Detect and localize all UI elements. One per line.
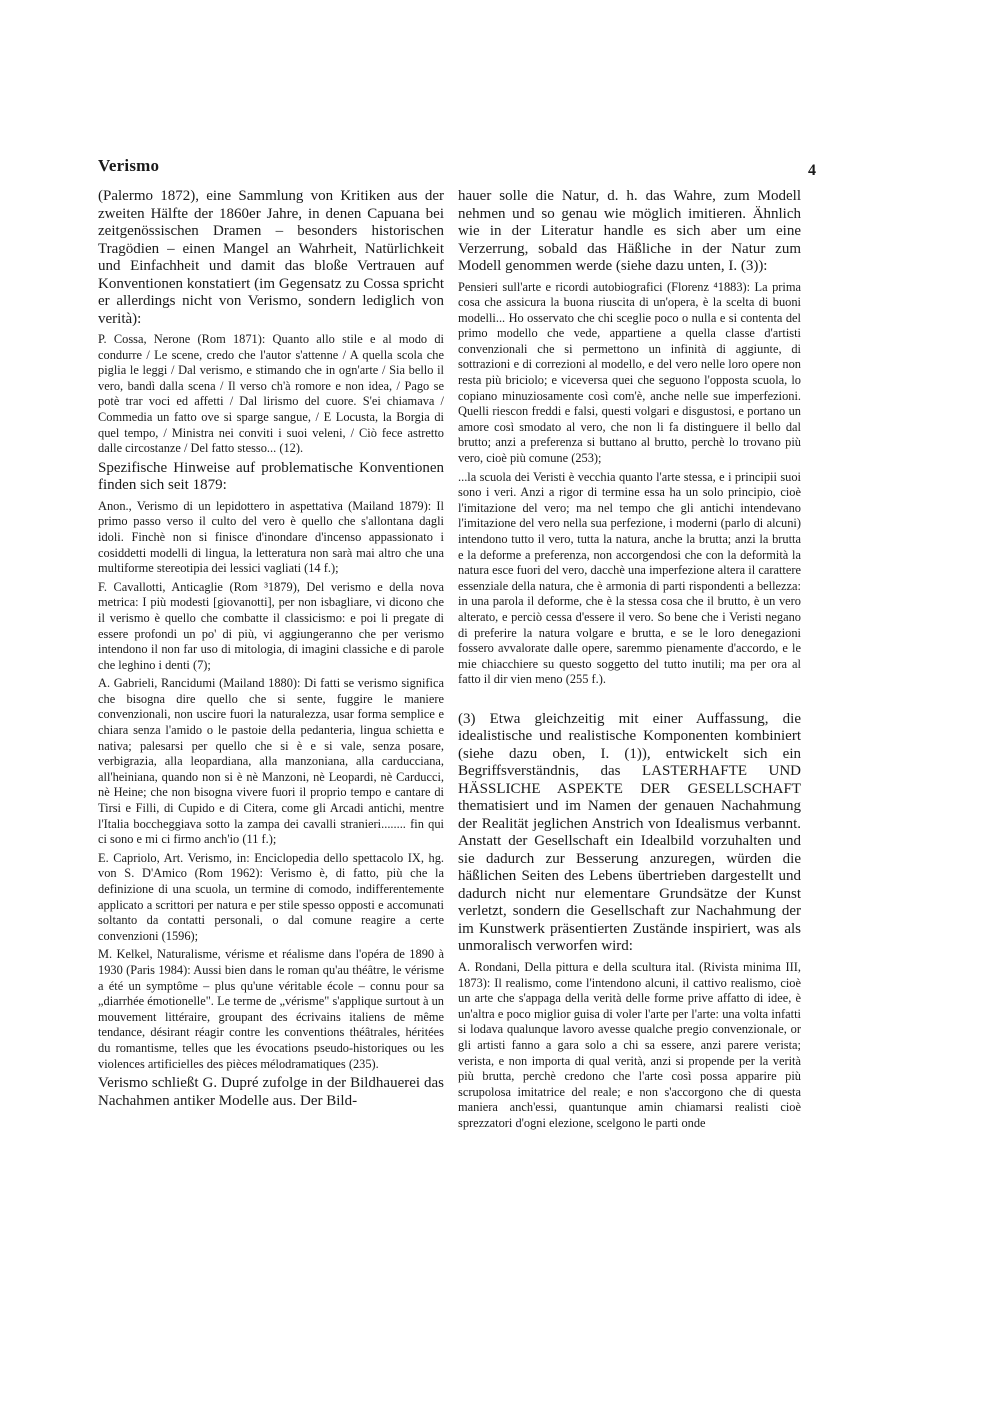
body-paragraph: Verismo schließt G. Dupré zufolge in der Bildhauerei das Nachahmen antiker Modelle aus. Der Bild- [98, 1075, 444, 1109]
quotation-paragraph: Anon., Verismo di un lepidottero in aspettativa (Mailand 1879): Il primo passo verso il culto del vero è quello che s'allontana dagli idoli. Finchè non si finisce d'inondare d'incenso appassionato i cosiddetti modelli di lingua, la letteratura non sarà mai altro che una multiforme stereotipia dei lessici vagliati (14 f.); [98, 498, 444, 576]
page-number: 4 [808, 162, 816, 179]
section-gap [458, 691, 801, 711]
body-paragraph: Spezifische Hinweise auf problematische Konventionen finden sich seit 1879: [98, 459, 444, 494]
quotation-paragraph: A. Gabrieli, Rancidumi (Mailand 1880): Di fatti se verismo significa che bisogna dire quello che si sente, fuggire le maniere convenzionali, non uscire fuori la naturalezza, usar forma semplice e chiara senza l'amido o le pastoie della pedanteria, lingua schietta e nativa; palesarsi per quello che si è e si vale, senza posare, verbigrazia, alla leopardiana, alla manzoniana, alla carducciana, all'heiniana, quando non si è nè Manzoni, nè Leopardi, nè Carducci, nè Heine; che non bisogna vivere fuori il proprio tempo e cantare di Tirsi e Filli, di Cupido e di Citera, come gli Arcadi antichi, mentre l'Italia boccheggiava sotto la zampa dei cavalli stranieri........ fin qui ci sono e mi ci firmo anch'io (11 f.); [98, 676, 444, 847]
right-column [458, 188, 801, 1134]
quotation-paragraph: ...la scuola dei Veristi è vecchia quanto l'arte stessa, e i principii suoi sono i veri. Anzi a rigor di termine essa ha un solo principio, cioè l'imitazione del vero; ma nel tempo che gli antichi intendevano l'imitazione del vero nella sua perfezione, i moderni (parlo di alcuni) intendono tutto il vero, tutta la natura, anche la brutta; anzi la brutta e la deforme a preferenza, non accorgendosi che con la deformità la natura esce fuori del vero, dacchè una imperfezione altera il carattere essenziale della natura, che è armonia di parti rispondenti a bellezza: in una parola il deforme, che è la stessa cosa che il brutto, è un vero alterato, e perciò cessa d'essere il vero. So bene che i Veristi negano di preferire la natura volgare e brutta, e se le loro denegazioni fossero avvalorate dalle opere, saremmo pienamente d'accordo, e le mie chiacchiere su questo soggetto del tutto inutili; ma per ora al fatto il dir vien meno (255 f.). [458, 469, 801, 687]
left-column [98, 188, 444, 1114]
quotation-paragraph: A. Rondani, Della pittura e della scultura ital. (Rivista minima III, 1873): Il realismo, come l'intendono alcuni, il cattivo realismo, cioè un arte che s'appaga della verità delle forme prive affatto di idee, è un'altra e poco miglior guisa di voler l'arte per l'arte: una volta infatti si lodava qualunque lavoro avesse qualche pregio convenzionale, or gli artisti fanno a gara solo a chi sa essere, anzi parere verista; verista, e non importa di qual verità, anzi si propende per la verità più brutta, perchè credono che l'arte così possa apparire più scrupolosa imitatrice del reale; e non s'accorgono che di questa maniera anch'essi, quantunque amin chiamarsi realisti cioè sprezzatori d'ogni elezione, scelgono le parti onde [458, 959, 801, 1130]
quotation-paragraph: M. Kelkel, Naturalisme, vérisme et réalisme dans l'opéra de 1890 à 1930 (Paris 1984): Aussi bien dans le roman qu'au théâtre, le vérisme a été un symptôme – plus qu'une véritable école – connu pour sa „diarrhée émotionelle". Le terme de „vérisme" s'applique surtout à un mouvement littéraire, groupant des écrivains italiens de même tendance, désirant réagir contre les conventions théâtrales, héritées du romantisme, telles que les évocations pseudo-historiques ou les violences artificielles des pièces mélodramatiques (235). [98, 947, 444, 1071]
body-paragraph: (Palermo 1872), eine Sammlung von Kritiken aus der zweiten Hälfte der 1860er Jahre, in denen Capuana bei zeitgenössischen Dramen – besonders historischen Tragödien – einen Mangel an Wahrheit, Natürlichkeit und Einfachheit und damit das bloße Vertrauen auf Konventionen konstatiert (im Gegensatz zu Cossa spricht er allerdings nicht von Verismo, sondern lediglich von verità): [98, 188, 444, 327]
quotation-paragraph: P. Cossa, Nerone (Rom 1871): Quanto allo stile e al modo di condurre / Le scene, credo che l'autor s'attenne / A quella scola che piglia le leggi / Dal verismo, e stimando che in ogn'arte / Sia bello il vero, bandì dalla scena / Il verso ch'à romore e non idea, / Pago se potè trar voci ed affetti / Dal lirismo del cuore. S'ei chiamava / Commedia un fatto ove si sparge sangue, / E Locusta, la Borgia di quel tempo, / Ministra nei conviti i suoi veleni, / Ciò fece astretto dalle circostanze / Del fatto stesso... (12). [98, 332, 444, 456]
quotation-paragraph: Pensieri sull'arte e ricordi autobiografici (Florenz ⁴1883): La prima cosa che assicura la buona riuscita di un'opera, è la scelta di buoni modelli... Ho osservato che chi sceglie poco o nulla e si contenta del primo modello che vede, appartiene a quella classe d'artisti convenzionali che si permettono un infinità di aggiunte, di sottrazioni e di correzioni al modello, e del vero nelle loro opere non resta più briciolo; e viceversa quei che seguono l'opposta scuola, lo copiano minuziosamente così com'è, anche nelle sue imperfezioni. Quelli riescon freddi e falsi, questi volgari e disgustosi, e portano un amore così smodato al vero, che non li fa distinguere il bello dal brutto; anzi a preferenza si buttano al brutto, perchè lo trovano più vero, cioè più comune (253); [458, 279, 801, 466]
body-paragraph: hauer solle die Natur, d. h. das Wahre, zum Modell nehmen und so genau wie möglich imitieren. Ähnlich wie in der Literatur handle es sich aber um eine Verzerrung, sobald das Häßliche in der Natur zum Modell genommen werde (siehe dazu unten, I. (3)): [458, 188, 801, 274]
running-title: Verismo [98, 156, 160, 175]
quotation-paragraph: F. Cavallotti, Anticaglie (Rom ³1879), Del verismo e della nova metrica: I più modesti [giovanotti], per non isbagliare, vi dicono che il verismo è quello che combatte il classicismo: e poi li pregate di essere profondi un po' di più, vi aggiungeranno che per verismo intendono il non far uso di mitologia, di imagini classiche e di parole che leghino i denti (7); [98, 579, 444, 672]
quotation-paragraph: E. Capriolo, Art. Verismo, in: Enciclopedia dello spettacolo IX, hg. von S. D'Amico (Rom 1962): Verismo è, di fatto, più che la definizione di una scuola, un termine di comodo, indifferentemente applicato a scrittori per natura e per stile spesso opposti e accomunati soltanto da contatti personali, o dal comune reagire a certe convenzioni (1596); [98, 850, 444, 943]
body-paragraph: (3) Etwa gleichzeitig mit einer Auffassung, die idealistische und realistische Komponenten kombiniert (siehe dazu oben, I. (1)), entwickelt sich ein Begriffsverständnis, das LASTERHAFTE UND HÄSSLICHE ASPEKTE DER GESELLSCHAFT thematisiert und im Namen der genauen Nachahmung der Realität jeglichen Anstrich von Idealismus verbannt. Anstatt der Gesellschaft ein Idealbild vorzuhalten und sie dadurch zur Besserung anzuregen, würden die häßlichen Seiten des Lebens übertrieben dargestellt und dadurch nicht nur elementare Grundsätze der Kunst verletzt, sondern die Gesellschaft zur Nachahmung der im Kunstwerk präsentierten Zustände inspiriert, was als unmoralisch verworfen wird: [458, 710, 801, 955]
